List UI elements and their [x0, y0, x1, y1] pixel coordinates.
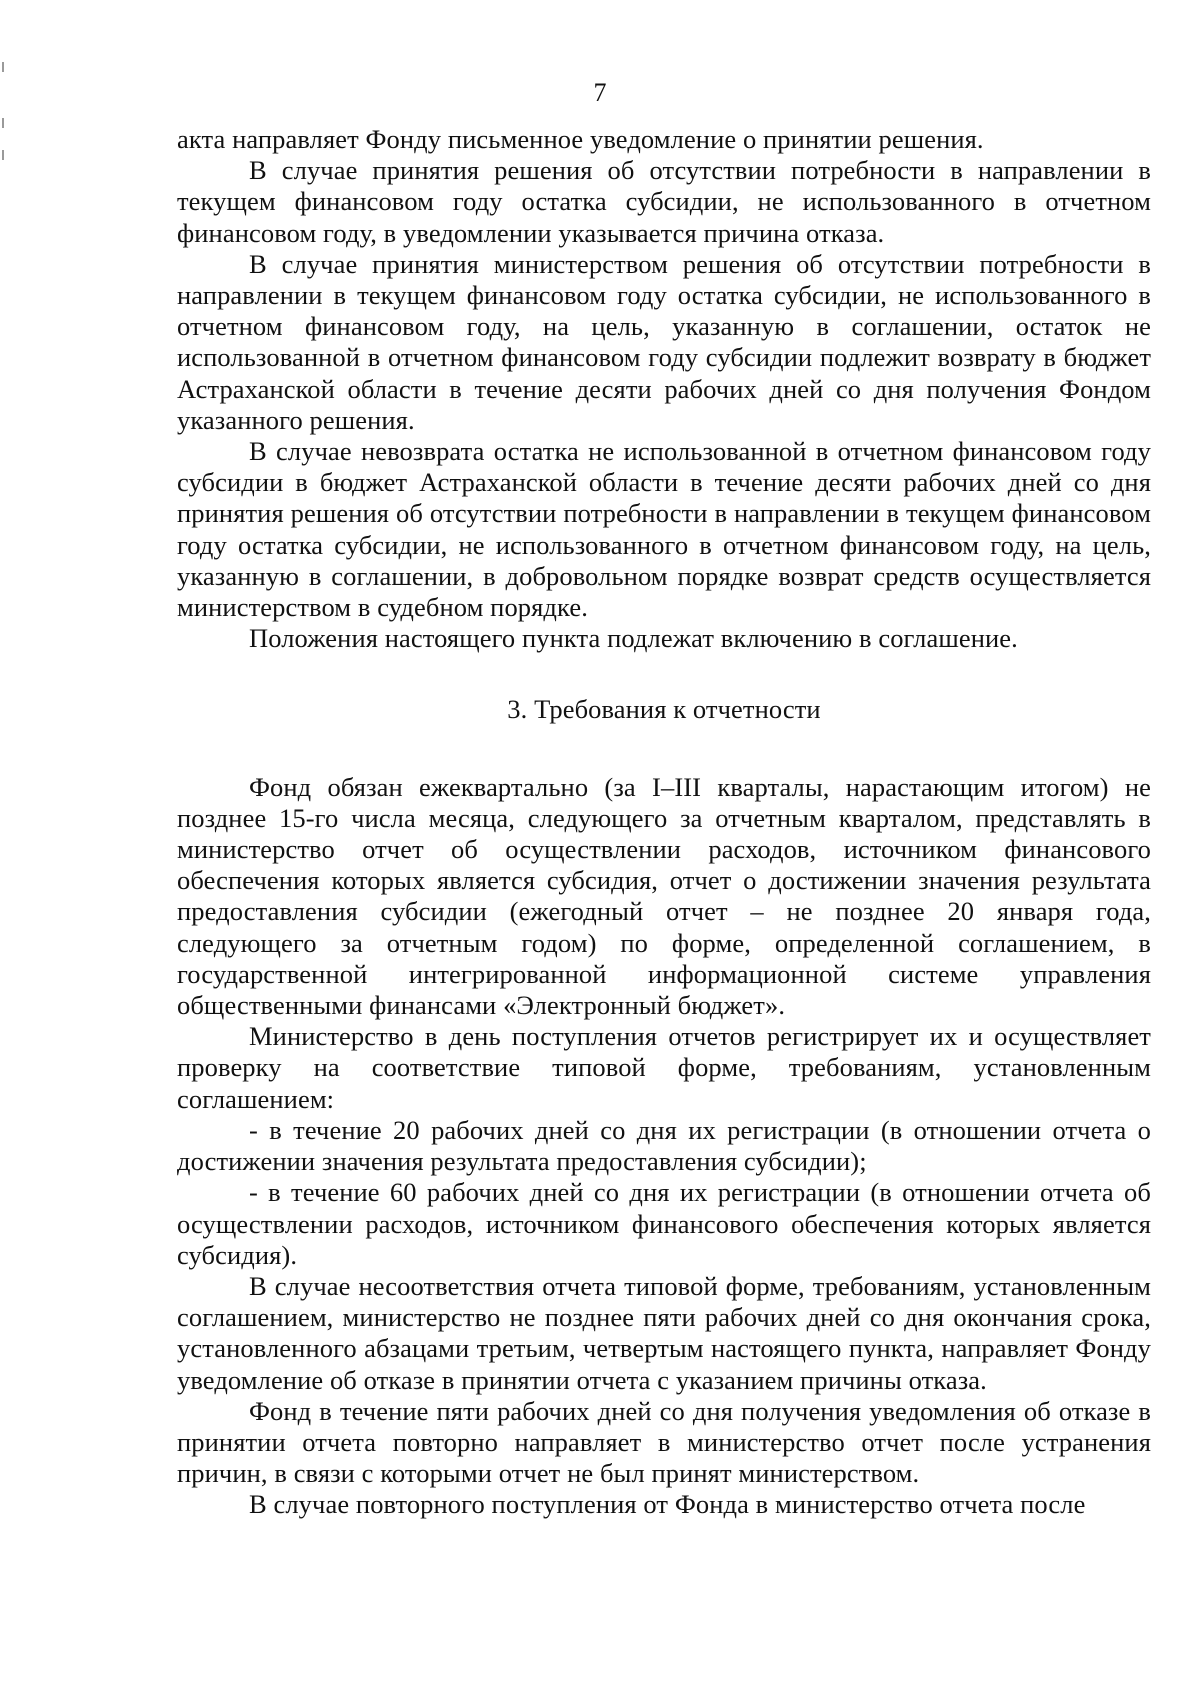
paragraph: Положения настоящего пункта подлежат включению в соглашение. [249, 623, 1018, 654]
paragraph: акта направляет Фонду письменное уведомление о принятии решения. [177, 124, 984, 154]
paragraph: В случае принятия министерством решения об отсутствии потребности в направлении в текущем финансовом году остатка субсидии, не использованного в отчетном финансовом году, на цель, указанную в соглашении, остаток не использованной в отчетном финансовом году субсидии подлежит возврату в бюджет Астраханской области в течение десяти рабочих дней со дня получения Фондом указанного решения. [177, 248, 1151, 435]
paragraph: В случае несоответствия отчета типовой форме, требованиям, установленным соглашением, министерство не позднее пяти рабочих дней со дня окончания срока, установленного абзацами третьим, четвертым настоящего пункта, направляет Фонду уведомление об отказе в принятии отчета с указанием причины отказа. [177, 1270, 1151, 1395]
list-item: - в течение 60 рабочих дней со дня их регистрации (в отношении отчета об осуществлении расходов, источником финансового обеспечения которых является субсидия). [177, 1177, 1151, 1270]
scan-edge-mark [2, 62, 4, 72]
page-number: 7 [593, 78, 607, 107]
scan-edge-mark [2, 150, 4, 160]
paragraph: В случае принятия решения об отсутствии потребности в направлении в текущем финансовом году остатка субсидии, не использованного в отчетном финансовом году, в уведомлении указывается причина отказа. [177, 155, 1151, 248]
paragraph: Фонд обязан ежеквартально (за I–III кварталы, нарастающим итогом) не позднее 15-го числа месяца, следующего за отчетным кварталом, представлять в министерство отчет об осуществлении расходов, источником финансового обеспечения которых является субсидия, отчет о достижении значения результата предоставления субсидии (ежегодный отчет – не позднее 20 января года, следующего за отчетным годом) по форме, определенной соглашением, в государственной интегрированной информационной системе управления общественными финансами «Электронный бюджет». [177, 771, 1151, 1021]
paragraph: Министерство в день поступления отчетов регистрирует их и осуществляет проверку на соответствие типовой форме, требованиям, установленным соглашением: [177, 1021, 1151, 1114]
paragraph: В случае повторного поступления от Фонда в министерство отчета после [249, 1489, 1086, 1520]
list-item: - в течение 20 рабочих дней со дня их регистрации (в отношении отчета о достижении значения результата предоставления субсидии); [177, 1114, 1151, 1177]
scan-edge-mark [2, 118, 4, 128]
section-heading: 3. Требования к отчетности [507, 694, 821, 725]
document-body [177, 124, 1151, 1521]
paragraph: Фонд в течение пяти рабочих дней со дня получения уведомления об отказе в принятии отчета повторно направляет в министерство отчет после устранения причин, в связи с которыми отчет не был принят министерством. [177, 1395, 1151, 1489]
paragraph: В случае невозврата остатка не использованной в отчетном финансовом году субсидии в бюджет Астраханской области в течение десяти рабочих дней со дня принятия решения об отсутствии потребности в направлении в текущем финансовом году остатка субсидии, не использованного в отчетном финансовом году, на цель, указанную в соглашении, в добровольном порядке возврат средств осуществляется министерством в судебном порядке. [177, 436, 1151, 623]
